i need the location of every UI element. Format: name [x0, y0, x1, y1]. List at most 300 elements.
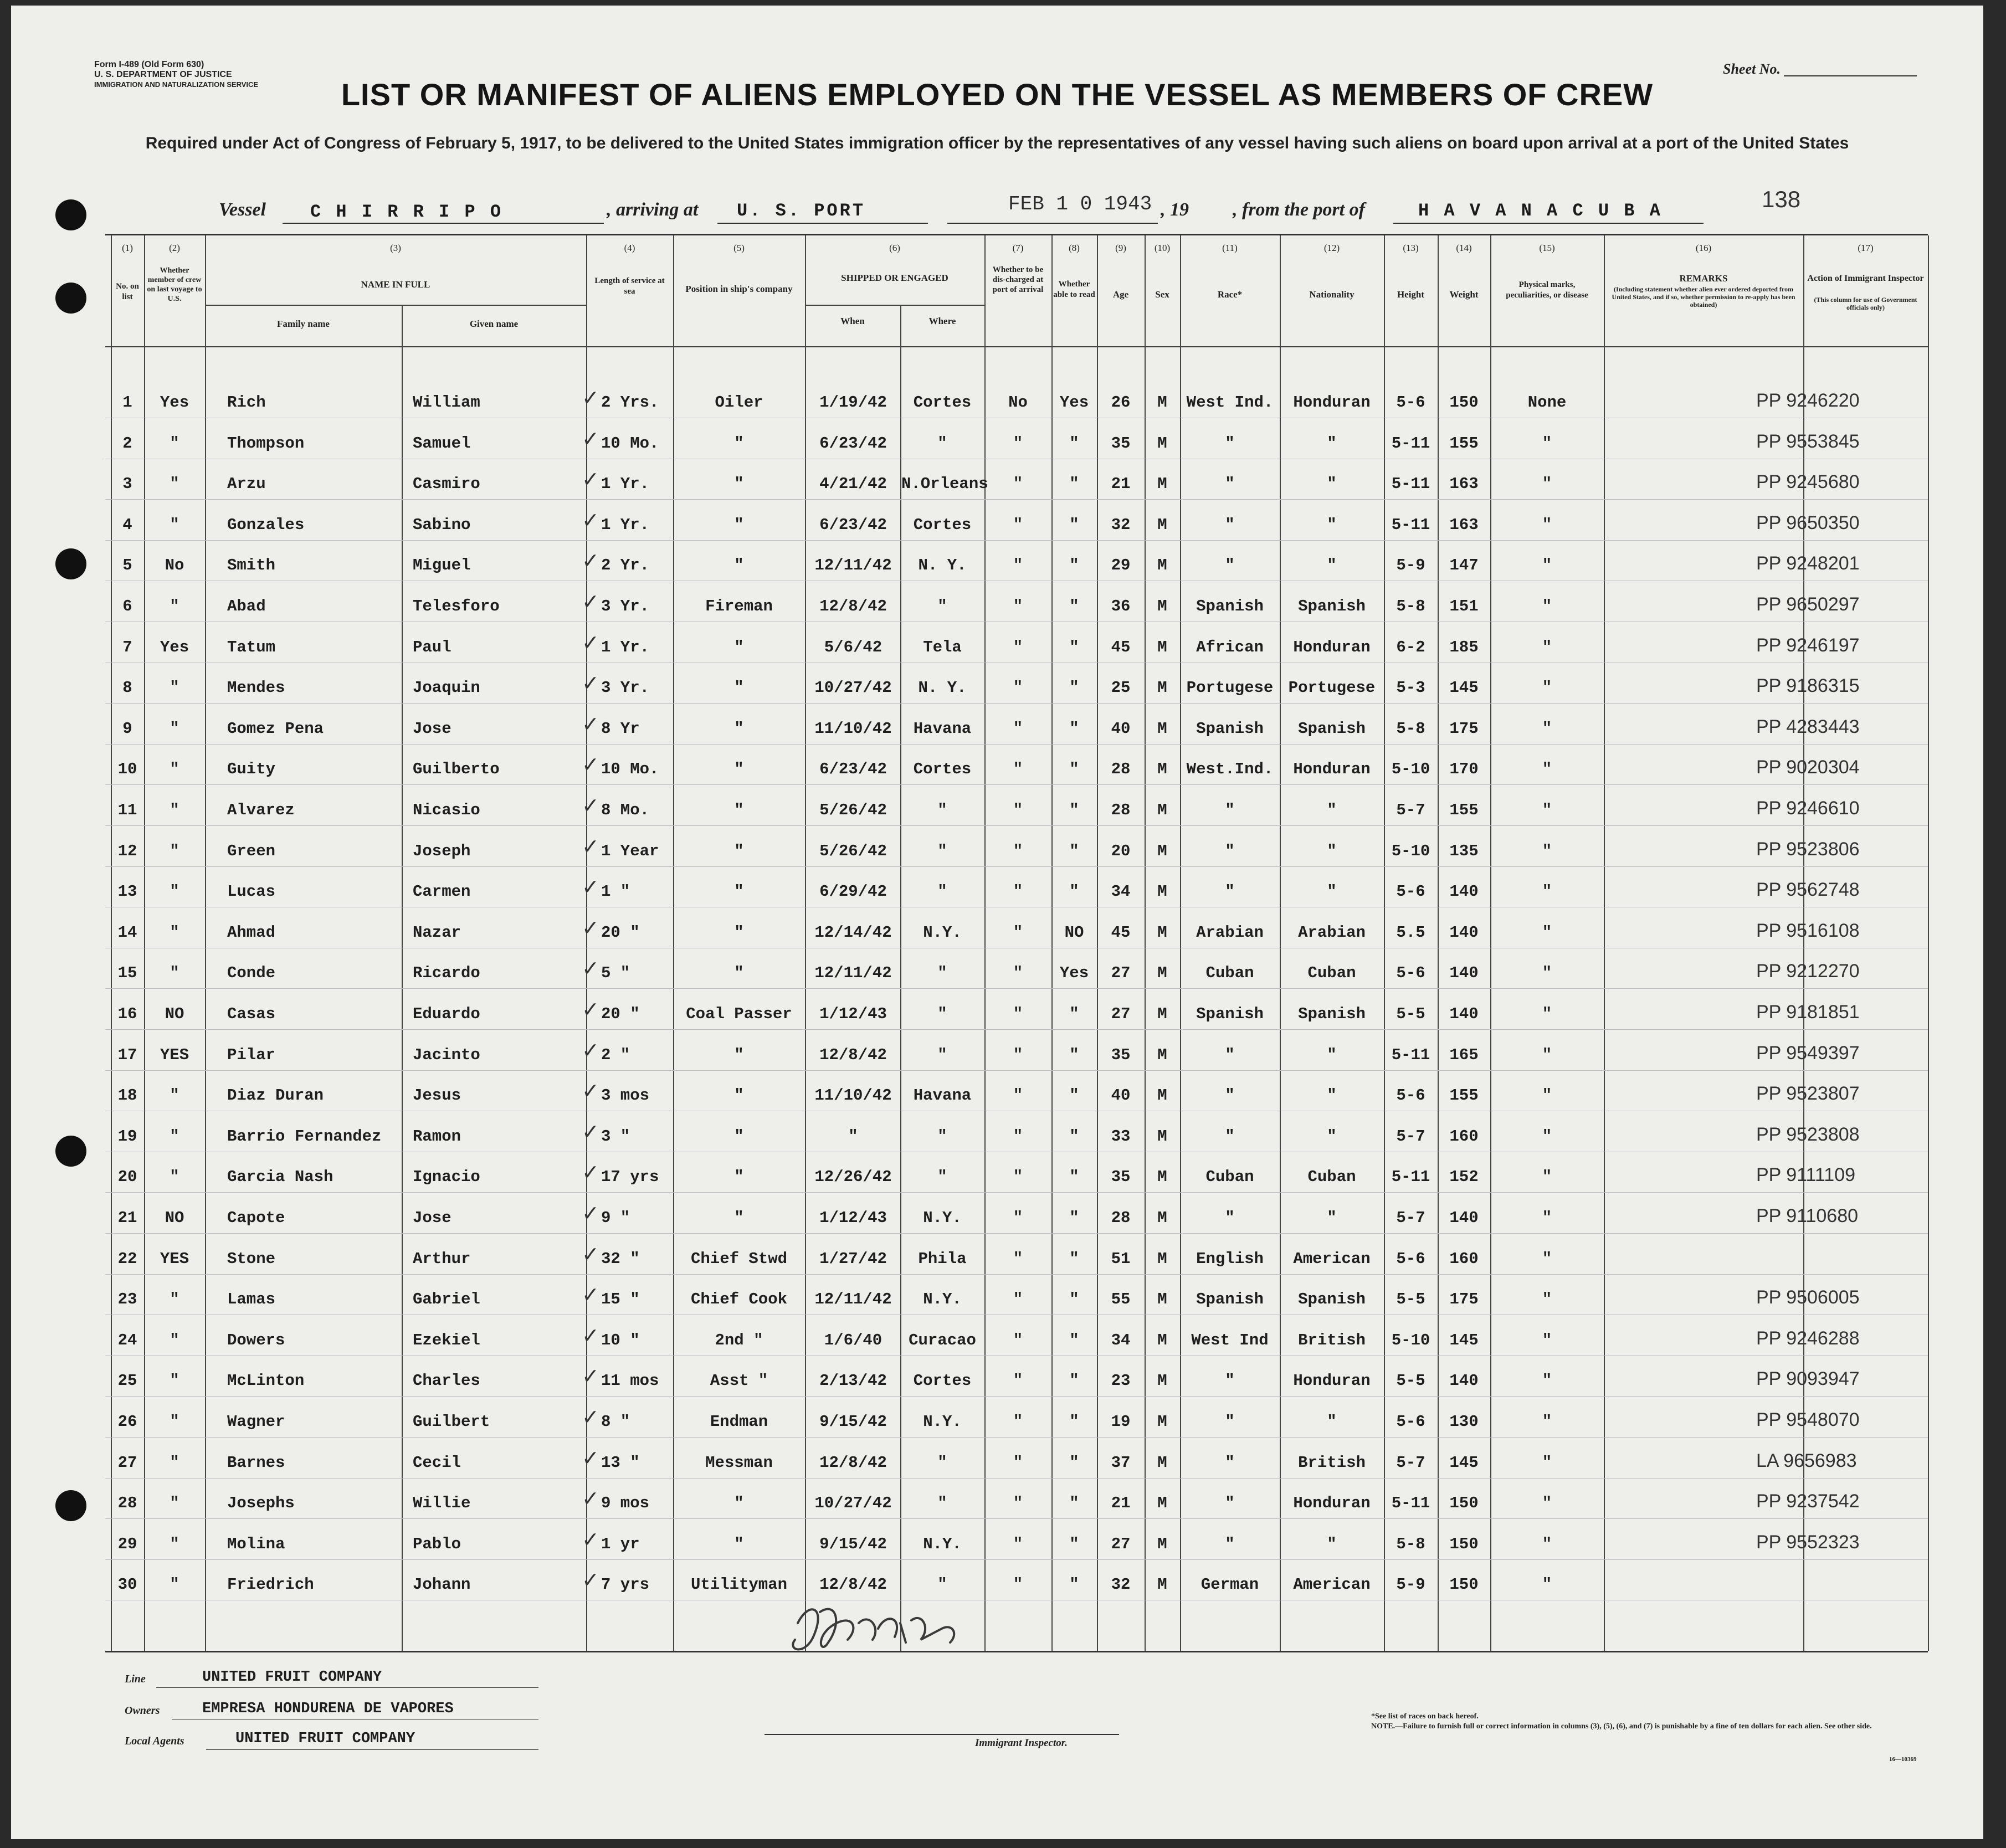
row-length-service: 17 yrs: [601, 1168, 659, 1186]
row-position: ": [734, 760, 744, 778]
row-sex: M: [1157, 1005, 1167, 1023]
row-physical-marks: ": [1542, 1005, 1552, 1023]
row-rule: [105, 1029, 1928, 1030]
header-action-note: (This column for use of Government officials only): [1814, 296, 1917, 311]
form-subtitle: Required under Act of Congress of February 5, 1917, to be delivered to the United States immigration officer by the representatives of any vessel having such aliens on board upon arrival at a port of the United States: [145, 134, 1849, 152]
line-label: Line: [125, 1673, 146, 1685]
row-shipped-where: ": [937, 1454, 947, 1472]
row-sex: M: [1157, 679, 1167, 697]
row-able-read: ": [1069, 1372, 1079, 1390]
row-shipped-where: N. Y.: [918, 679, 967, 697]
column-number: (1): [122, 243, 133, 253]
row-number: 4: [122, 516, 132, 534]
row-physical-marks: ": [1542, 434, 1552, 453]
row-length-service: 1 ": [601, 882, 630, 901]
row-family-name: Alvarez: [227, 801, 295, 819]
row-weight: 185: [1449, 638, 1479, 656]
row-shipped-when: 12/11/42: [814, 964, 892, 982]
row-position: Endman: [710, 1413, 768, 1431]
row-age: 32: [1111, 516, 1131, 534]
row-rule: [105, 825, 1928, 826]
row-height: 5-6: [1396, 1250, 1425, 1268]
table-row: [11, 997, 1983, 1029]
row-length-service: 1 Yr.: [601, 475, 650, 493]
row-height: 5-10: [1391, 760, 1430, 778]
row-height: 5-6: [1396, 1413, 1425, 1431]
row-nationality: Spanish: [1298, 597, 1366, 615]
row-nationality: American: [1293, 1575, 1371, 1594]
row-shipped-when: 4/21/42: [819, 475, 887, 493]
row-age: 28: [1111, 801, 1131, 819]
row-sex: M: [1157, 760, 1167, 778]
column-number: (16): [1695, 243, 1712, 253]
row-rule: [105, 499, 1928, 500]
check-mark-icon: ✓: [582, 427, 599, 451]
header-name-in-full: NAME IN FULL: [361, 279, 430, 290]
header-length-service: Length of service at sea: [594, 276, 665, 296]
row-family-name: Mendes: [227, 679, 285, 697]
row-nationality: Honduran: [1293, 1494, 1371, 1512]
row-number: 8: [122, 679, 132, 697]
form-code: 16—10369: [1889, 1756, 1917, 1763]
row-inspector-action: PP 9110680: [1756, 1205, 1859, 1226]
row-member-last-voyage: ": [170, 1372, 179, 1390]
row-length-service: 32 ": [601, 1250, 640, 1268]
check-mark-icon: ✓: [582, 1527, 599, 1552]
row-given-name: Willie: [413, 1494, 471, 1512]
row-nationality: ": [1327, 1086, 1337, 1105]
row-inspector-action: PP 9506005: [1756, 1287, 1860, 1308]
row-member-last-voyage: ": [170, 1575, 179, 1594]
check-mark-icon: ✓: [582, 1323, 599, 1348]
row-age: 34: [1111, 882, 1131, 901]
row-weight: 147: [1449, 556, 1479, 574]
row-age: 28: [1111, 1209, 1131, 1227]
column-number: (2): [169, 243, 180, 253]
row-family-name: Rich: [227, 393, 266, 412]
row-given-name: Cecil: [413, 1454, 461, 1472]
row-discharged: ": [1013, 556, 1023, 574]
row-race: Spanish: [1196, 1290, 1264, 1308]
row-height: 5-9: [1396, 1575, 1425, 1594]
row-sex: M: [1157, 1086, 1167, 1105]
row-member-last-voyage: ": [170, 1168, 179, 1186]
row-race: Spanish: [1196, 720, 1264, 738]
row-given-name: Carmen: [413, 882, 471, 901]
header-shipped-engaged: SHIPPED OR ENGAGED: [841, 273, 948, 283]
row-family-name: Friedrich: [227, 1575, 314, 1594]
row-member-last-voyage: ": [170, 597, 179, 615]
row-rule: [105, 1478, 1928, 1479]
row-length-service: 2 Yr.: [601, 556, 650, 574]
row-height: 5-11: [1391, 1494, 1430, 1512]
row-nationality: Honduran: [1293, 638, 1371, 656]
row-age: 25: [1111, 679, 1131, 697]
header-family-name: Family name: [277, 319, 330, 329]
row-family-name: Diaz Duran: [227, 1086, 324, 1105]
row-position: ": [734, 882, 744, 901]
row-weight: 140: [1449, 923, 1479, 942]
row-number: 23: [117, 1290, 137, 1308]
check-mark-icon: ✓: [582, 916, 599, 940]
row-length-service: 3 Yr.: [601, 597, 650, 615]
row-rule: [105, 988, 1928, 989]
table-row: [11, 427, 1983, 459]
row-number: 19: [117, 1127, 137, 1146]
row-able-read: ": [1069, 1454, 1079, 1472]
check-mark-icon: ✓: [582, 1486, 599, 1511]
row-rule: [105, 1518, 1928, 1519]
check-mark-icon: ✓: [582, 467, 599, 491]
row-family-name: Guity: [227, 760, 276, 778]
table-row: [11, 548, 1983, 581]
row-height: 5-6: [1396, 393, 1425, 412]
row-shipped-when: 11/10/42: [814, 720, 892, 738]
row-height: 5-11: [1391, 475, 1430, 493]
row-given-name: Guilbert: [413, 1413, 490, 1431]
header-action: Action of Immigrant Inspector: [1807, 274, 1924, 283]
row-shipped-where: Cortes: [913, 393, 972, 412]
table-row: [11, 630, 1983, 663]
row-weight: 165: [1449, 1046, 1479, 1064]
row-race: Portugese: [1186, 679, 1274, 697]
row-nationality: Honduran: [1293, 393, 1371, 412]
row-shipped-when: 1/12/43: [819, 1005, 887, 1023]
row-race: ": [1225, 516, 1235, 534]
row-member-last-voyage: ": [170, 1290, 179, 1308]
row-family-name: Abad: [227, 597, 266, 615]
row-sex: M: [1157, 842, 1167, 860]
table-row: [11, 752, 1983, 784]
row-race: ": [1225, 1454, 1235, 1472]
row-age: 26: [1111, 393, 1131, 412]
row-member-last-voyage: YES: [160, 1046, 189, 1064]
row-discharged: ": [1013, 923, 1023, 942]
column-number: (6): [889, 243, 900, 253]
row-inspector-action: PP 9650350: [1756, 512, 1860, 533]
row-height: 5-7: [1396, 1127, 1425, 1146]
department-name: U. S. DEPARTMENT OF JUSTICE: [94, 70, 232, 79]
row-shipped-when: 12/11/42: [814, 556, 892, 574]
row-age: 40: [1111, 720, 1131, 738]
row-given-name: Telesforo: [413, 597, 500, 615]
row-nationality: ": [1327, 516, 1337, 534]
header-bottom-rule: [105, 346, 1928, 347]
row-age: 28: [1111, 760, 1131, 778]
row-discharged: ": [1013, 1168, 1023, 1186]
row-race: African: [1196, 638, 1264, 656]
row-position: Coal Passer: [686, 1005, 792, 1023]
shipped-header-rule: [805, 305, 984, 306]
row-length-service: 5 ": [601, 964, 630, 982]
table-row: [11, 1405, 1983, 1437]
row-shipped-where: ": [937, 1046, 947, 1064]
row-position: ": [734, 1535, 744, 1553]
row-nationality: ": [1327, 1046, 1337, 1064]
row-sex: M: [1157, 1413, 1167, 1431]
row-nationality: British: [1298, 1454, 1366, 1472]
row-sex: M: [1157, 434, 1167, 453]
table-row: [11, 1120, 1983, 1152]
form-number: Form I-489 (Old Form 630): [94, 60, 204, 69]
row-age: 40: [1111, 1086, 1131, 1105]
row-nationality: American: [1293, 1250, 1371, 1268]
row-shipped-where: Cortes: [913, 1372, 972, 1390]
row-length-service: 2 ": [601, 1046, 630, 1064]
row-shipped-where: ": [937, 842, 947, 860]
row-shipped-where: ": [937, 1494, 947, 1512]
row-nationality: ": [1327, 434, 1337, 453]
row-discharged: ": [1013, 1086, 1023, 1105]
check-mark-icon: ✓: [582, 834, 599, 859]
check-mark-icon: ✓: [582, 1160, 599, 1184]
column-number: (7): [1012, 243, 1024, 253]
row-number: 28: [117, 1494, 137, 1512]
row-given-name: Nicasio: [413, 801, 480, 819]
row-physical-marks: ": [1542, 597, 1552, 615]
row-rule: [105, 1070, 1928, 1071]
row-rule: [105, 540, 1928, 541]
row-able-read: ": [1069, 1290, 1079, 1308]
row-discharged: ": [1013, 882, 1023, 901]
row-shipped-when: 5/26/42: [819, 801, 887, 819]
row-shipped-when: 5/6/42: [824, 638, 883, 656]
column-number: (4): [624, 243, 635, 253]
row-shipped-when: 6/23/42: [819, 516, 887, 534]
row-shipped-where: Curacao: [909, 1331, 976, 1349]
row-age: 33: [1111, 1127, 1131, 1146]
row-sex: M: [1157, 923, 1167, 942]
row-shipped-when: 12/8/42: [819, 1454, 887, 1472]
row-shipped-when: 6/23/42: [819, 760, 887, 778]
manifest-sheet: [11, 6, 1983, 1839]
row-able-read: ": [1069, 638, 1079, 656]
row-discharged: ": [1013, 434, 1023, 453]
row-shipped-when: 10/27/42: [814, 679, 892, 697]
row-weight: 150: [1449, 1535, 1479, 1553]
row-race: West.Ind.: [1186, 760, 1274, 778]
check-mark-icon: ✓: [582, 712, 599, 736]
row-number: 27: [117, 1454, 137, 1472]
row-nationality: Spanish: [1298, 1290, 1366, 1308]
row-shipped-when: 6/23/42: [819, 434, 887, 453]
row-number: 29: [117, 1535, 137, 1553]
row-shipped-where: ": [937, 882, 947, 901]
check-mark-icon: ✓: [582, 1405, 599, 1429]
row-age: 23: [1111, 1372, 1131, 1390]
row-member-last-voyage: ": [170, 760, 179, 778]
header-remarks-note: (Including statement whether alien ever ordered deported from United States, and if so, whether permission to re-apply has been obtained): [1612, 285, 1795, 309]
table-row: [11, 1323, 1983, 1356]
row-position: ": [734, 1209, 744, 1227]
row-height: 5-8: [1396, 1535, 1425, 1553]
check-mark-icon: ✓: [582, 386, 599, 410]
row-sex: M: [1157, 882, 1167, 901]
row-age: 35: [1111, 1046, 1131, 1064]
row-given-name: Jacinto: [413, 1046, 480, 1064]
row-shipped-when: 9/15/42: [819, 1413, 887, 1431]
row-able-read: ": [1069, 1209, 1079, 1227]
row-sex: M: [1157, 1575, 1167, 1594]
row-shipped-where: N.Y.: [923, 923, 962, 942]
row-discharged: ": [1013, 801, 1023, 819]
row-length-service: 1 yr: [601, 1535, 640, 1553]
row-shipped-where: N.Y.: [923, 1535, 962, 1553]
row-nationality: Spanish: [1298, 1005, 1366, 1023]
table-row: [11, 875, 1983, 907]
row-member-last-voyage: ": [170, 801, 179, 819]
row-given-name: Ramon: [413, 1127, 461, 1146]
column-number: (12): [1323, 243, 1340, 253]
row-inspector-action: PP 9245680: [1756, 471, 1860, 492]
row-position: ": [734, 679, 744, 697]
table-row: [11, 1486, 1983, 1518]
row-discharged: ": [1013, 516, 1023, 534]
table-row: [11, 1242, 1983, 1274]
row-nationality: ": [1327, 1209, 1337, 1227]
row-shipped-when: 2/13/42: [819, 1372, 887, 1390]
row-member-last-voyage: Yes: [160, 638, 189, 656]
column-number: (15): [1539, 243, 1555, 253]
row-height: 5-5: [1396, 1005, 1425, 1023]
row-able-read: ": [1069, 475, 1079, 493]
row-able-read: ": [1069, 434, 1079, 453]
check-mark-icon: ✓: [582, 1120, 599, 1144]
row-number: 13: [117, 882, 137, 901]
row-length-service: 20 ": [601, 923, 640, 942]
row-number: 26: [117, 1413, 137, 1431]
header-remarks: REMARKS: [1679, 273, 1728, 284]
row-member-last-voyage: ": [170, 1454, 179, 1472]
row-family-name: Gomez Pena: [227, 720, 324, 738]
row-sex: M: [1157, 516, 1167, 534]
row-member-last-voyage: ": [170, 842, 179, 860]
row-nationality: ": [1327, 801, 1337, 819]
row-given-name: Joseph: [413, 842, 471, 860]
row-length-service: 10 ": [601, 1331, 640, 1349]
row-position: ": [734, 923, 744, 942]
row-race: ": [1225, 1046, 1235, 1064]
table-row: [11, 508, 1983, 540]
header-discharged: Whether to be dis-charged at port of arrival: [992, 265, 1044, 294]
row-race: ": [1225, 882, 1235, 901]
row-number: 14: [117, 923, 137, 942]
row-position: ": [734, 1494, 744, 1512]
from-port-label: , from the port of: [1233, 199, 1365, 220]
row-shipped-where: ": [937, 1168, 947, 1186]
row-position: ": [734, 434, 744, 453]
row-family-name: Wagner: [227, 1413, 285, 1431]
row-nationality: Portugese: [1288, 679, 1376, 697]
column-number: (13): [1403, 243, 1419, 253]
row-position: ": [734, 475, 744, 493]
row-height: 5-6: [1396, 882, 1425, 901]
row-inspector-action: PP 9020304: [1756, 757, 1860, 778]
row-position: Asst ": [710, 1372, 768, 1390]
header-physical-marks: Physical marks, peculiarities, or disease: [1506, 280, 1588, 300]
row-inspector-action: PP 9523808: [1756, 1124, 1860, 1145]
check-mark-icon: ✓: [582, 1201, 599, 1225]
row-number: 5: [122, 556, 132, 574]
row-given-name: Arthur: [413, 1250, 471, 1268]
row-physical-marks: ": [1542, 842, 1552, 860]
row-rule: [105, 744, 1928, 745]
row-able-read: ": [1069, 720, 1079, 738]
row-number: 6: [122, 597, 132, 615]
row-age: 34: [1111, 1331, 1131, 1349]
table-row: [11, 916, 1983, 948]
row-physical-marks: ": [1542, 1127, 1552, 1146]
row-weight: 160: [1449, 1127, 1479, 1146]
row-physical-marks: ": [1542, 1575, 1552, 1594]
row-sex: M: [1157, 1209, 1167, 1227]
row-position: ": [734, 1086, 744, 1105]
row-position: Messman: [705, 1454, 773, 1472]
row-shipped-when: 12/11/42: [814, 1290, 892, 1308]
row-number: 24: [117, 1331, 137, 1349]
row-age: 35: [1111, 1168, 1131, 1186]
row-number: 17: [117, 1046, 137, 1064]
row-height: 5-7: [1396, 1209, 1425, 1227]
row-number: 22: [117, 1250, 137, 1268]
row-length-service: 11 mos: [601, 1372, 659, 1390]
table-row: [11, 1364, 1983, 1396]
row-able-read: ": [1069, 1250, 1079, 1268]
row-sex: M: [1157, 1535, 1167, 1553]
row-able-read: ": [1069, 516, 1079, 534]
row-height: 5-11: [1391, 1046, 1430, 1064]
row-race: West Ind: [1191, 1331, 1269, 1349]
row-shipped-where: ": [937, 801, 947, 819]
header-no-on-list: No. on list: [116, 282, 139, 301]
row-able-read: ": [1069, 1127, 1079, 1146]
row-discharged: ": [1013, 1290, 1023, 1308]
row-number: 2: [122, 434, 132, 453]
row-member-last-voyage: ": [170, 882, 179, 901]
row-physical-marks: ": [1542, 760, 1552, 778]
row-able-read: ": [1069, 801, 1079, 819]
row-nationality: Cuban: [1307, 964, 1356, 982]
row-weight: 130: [1449, 1413, 1479, 1431]
row-inspector-action: LA 9656983: [1756, 1450, 1857, 1471]
row-physical-marks: ": [1542, 475, 1552, 493]
row-member-last-voyage: ": [170, 679, 179, 697]
check-mark-icon: ✓: [582, 671, 599, 695]
row-weight: 175: [1449, 1290, 1479, 1308]
row-number: 12: [117, 842, 137, 860]
column-number: (5): [733, 243, 745, 253]
row-weight: 155: [1449, 434, 1479, 453]
row-shipped-where: Havana: [913, 1086, 972, 1105]
row-rule: [105, 1559, 1928, 1560]
row-member-last-voyage: ": [170, 1331, 179, 1349]
row-discharged: ": [1013, 1372, 1023, 1390]
row-physical-marks: ": [1542, 1209, 1552, 1227]
row-inspector-action: PP 9548070: [1756, 1409, 1860, 1430]
row-age: 45: [1111, 638, 1131, 656]
header-nationality: Nationality: [1309, 289, 1355, 300]
row-height: 5-7: [1396, 1454, 1425, 1472]
row-weight: 150: [1449, 1575, 1479, 1594]
column-number: (8): [1069, 243, 1080, 253]
row-sex: M: [1157, 597, 1167, 615]
row-age: 51: [1111, 1250, 1131, 1268]
row-sex: M: [1157, 1290, 1167, 1308]
row-sex: M: [1157, 1494, 1167, 1512]
row-number: 11: [117, 801, 137, 819]
check-mark-icon: ✓: [582, 1568, 599, 1592]
row-height: 5-6: [1396, 964, 1425, 982]
